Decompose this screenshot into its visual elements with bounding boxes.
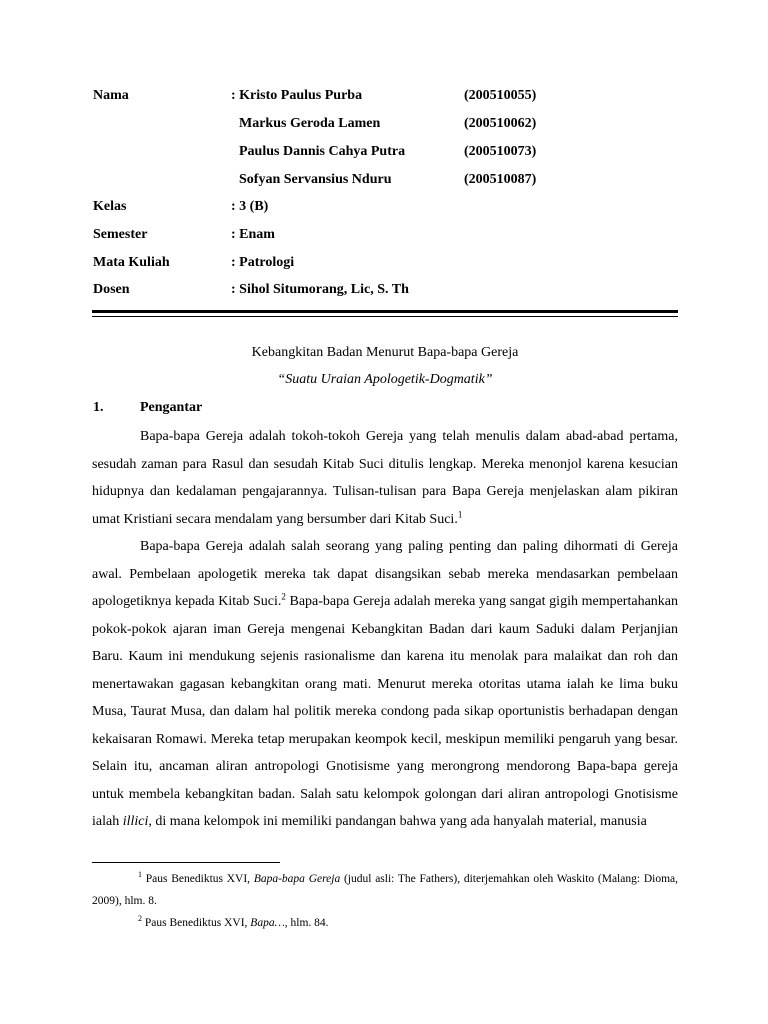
student-name-1: : Kristo Paulus Purba (231, 88, 363, 103)
kelas-value: : 3 (B) (231, 199, 269, 214)
header-divider-thick (92, 310, 678, 313)
semester-value: : Enam (231, 227, 275, 242)
document-title: Kebangkitan Badan Menurut Bapa-bapa Gereja (251, 345, 519, 360)
student-nim-3: (200510073) (464, 144, 537, 159)
student-nim-4: (200510087) (464, 172, 537, 187)
footnote-1-text-post: (judul asli: The Fathers), diterjemahkan oleh Waskito (Malang: Dioma, 2009), hlm. 8. (92, 873, 678, 907)
footnote-ref-2: 2 (281, 591, 286, 602)
paragraph-1 (92, 423, 678, 533)
dosen-value: : Sihol Situmorang, Lic, S. Th (231, 282, 409, 297)
student-nim-1: (200510055) (464, 88, 537, 103)
nama-label: Nama (93, 88, 129, 103)
paragraph-2-text-c: di mana kelompok ini memiliki pandangan bahwa yang ada hanyalah material, manusia (151, 814, 647, 829)
kelas-label: Kelas (93, 199, 127, 214)
matakuliah-label: Mata Kuliah (93, 255, 170, 270)
footnote-2-text-pre: Paus Benediktus XVI, (142, 917, 251, 929)
paragraph-1-text: Bapa-bapa Gereja adalah tokoh-tokoh Gereja yang telah menulis dalam abad-abad pertama, sesudah zaman para Rasul dan sesudah Kitab Suci ditulis lengkap. Mereka menonjol karena kesucian hidupnya dan kedalaman pengajarannya. Tulisan-tulisan para Bapa Gereja menjelaskan alam pikiran umat Kristiani secara mendalam yang bersumber dari Kitab Suci. (92, 429, 678, 527)
footnote-2 (92, 912, 678, 934)
paragraph-2-text-a: Bapa-bapa Gereja adalah salah seorang yang paling penting dan paling dihormati di Gereja awal. Pembelaan apologetik mereka tak dapat disangsikan sebab mereka mendasarkan pembelaan apologetiknya kepada Kitab Suci. (92, 539, 678, 609)
student-nim-2: (200510062) (464, 116, 537, 131)
semester-label: Semester (93, 227, 148, 242)
dosen-label: Dosen (93, 282, 130, 297)
footnote-ref-1: 1 (457, 508, 463, 519)
footnote-2-title: Bapa… (250, 917, 285, 929)
paragraph-2-text-b: Bapa-bapa Gereja adalah mereka yang sangat gigih mempertahankan pokok-pokok ajaran iman Gereja mengenai Kebangkitan Badan dari kaum Saduki dalam Perjanjian Baru. Kaum ini mendukung sejenis rasionalisme dan karena itu menolak para malaikat dan roh dan menertawakan gagasan kebangkitan orang mati. Menurut mereka otoritas utama ialah ke lima buku Musa, Taurat Musa, dan dalam hal politik mereka condong pada sikap oportunistis berhadapan dengan kekaisaran Romawi. Mereka tetap merupakan keompok kecil, meskipun memiliki pengaruh yang besar. Selain itu, ancaman aliran antropologi Gnotisisme yang merongrong mendorong Bapa-bapa gereja untuk membela kebangkitan badan. Salah satu kelompok golongan dari aliran antropologi Gnotisisme ialah (92, 594, 678, 829)
footnote-2-number: 2 (138, 914, 142, 924)
footnote-1-number: 1 (138, 870, 142, 880)
footnote-1-text-pre: Paus Benediktus XVI, (142, 873, 254, 885)
header-divider-thin (92, 316, 678, 317)
student-name-2: Markus Geroda Lamen (239, 116, 381, 131)
footnote-1-title: Bapa-bapa Gereja (253, 873, 341, 885)
section-title: Pengantar (140, 400, 203, 415)
footnote-1 (92, 868, 678, 912)
student-name-3: Paulus Dannis Cahya Putra (239, 144, 406, 159)
paragraph-2-italic-term: illici, (122, 814, 152, 829)
document-subtitle: “Suatu Uraian Apologetik-Dogmatik” (277, 372, 493, 387)
matakuliah-value: : Patrologi (231, 255, 295, 270)
section-number: 1. (93, 400, 104, 415)
footnote-separator (92, 862, 280, 863)
footnote-2-text-post: , hlm. 84. (284, 917, 329, 929)
paragraph-2 (92, 533, 678, 836)
student-name-4: Sofyan Servansius Nduru (239, 172, 392, 187)
